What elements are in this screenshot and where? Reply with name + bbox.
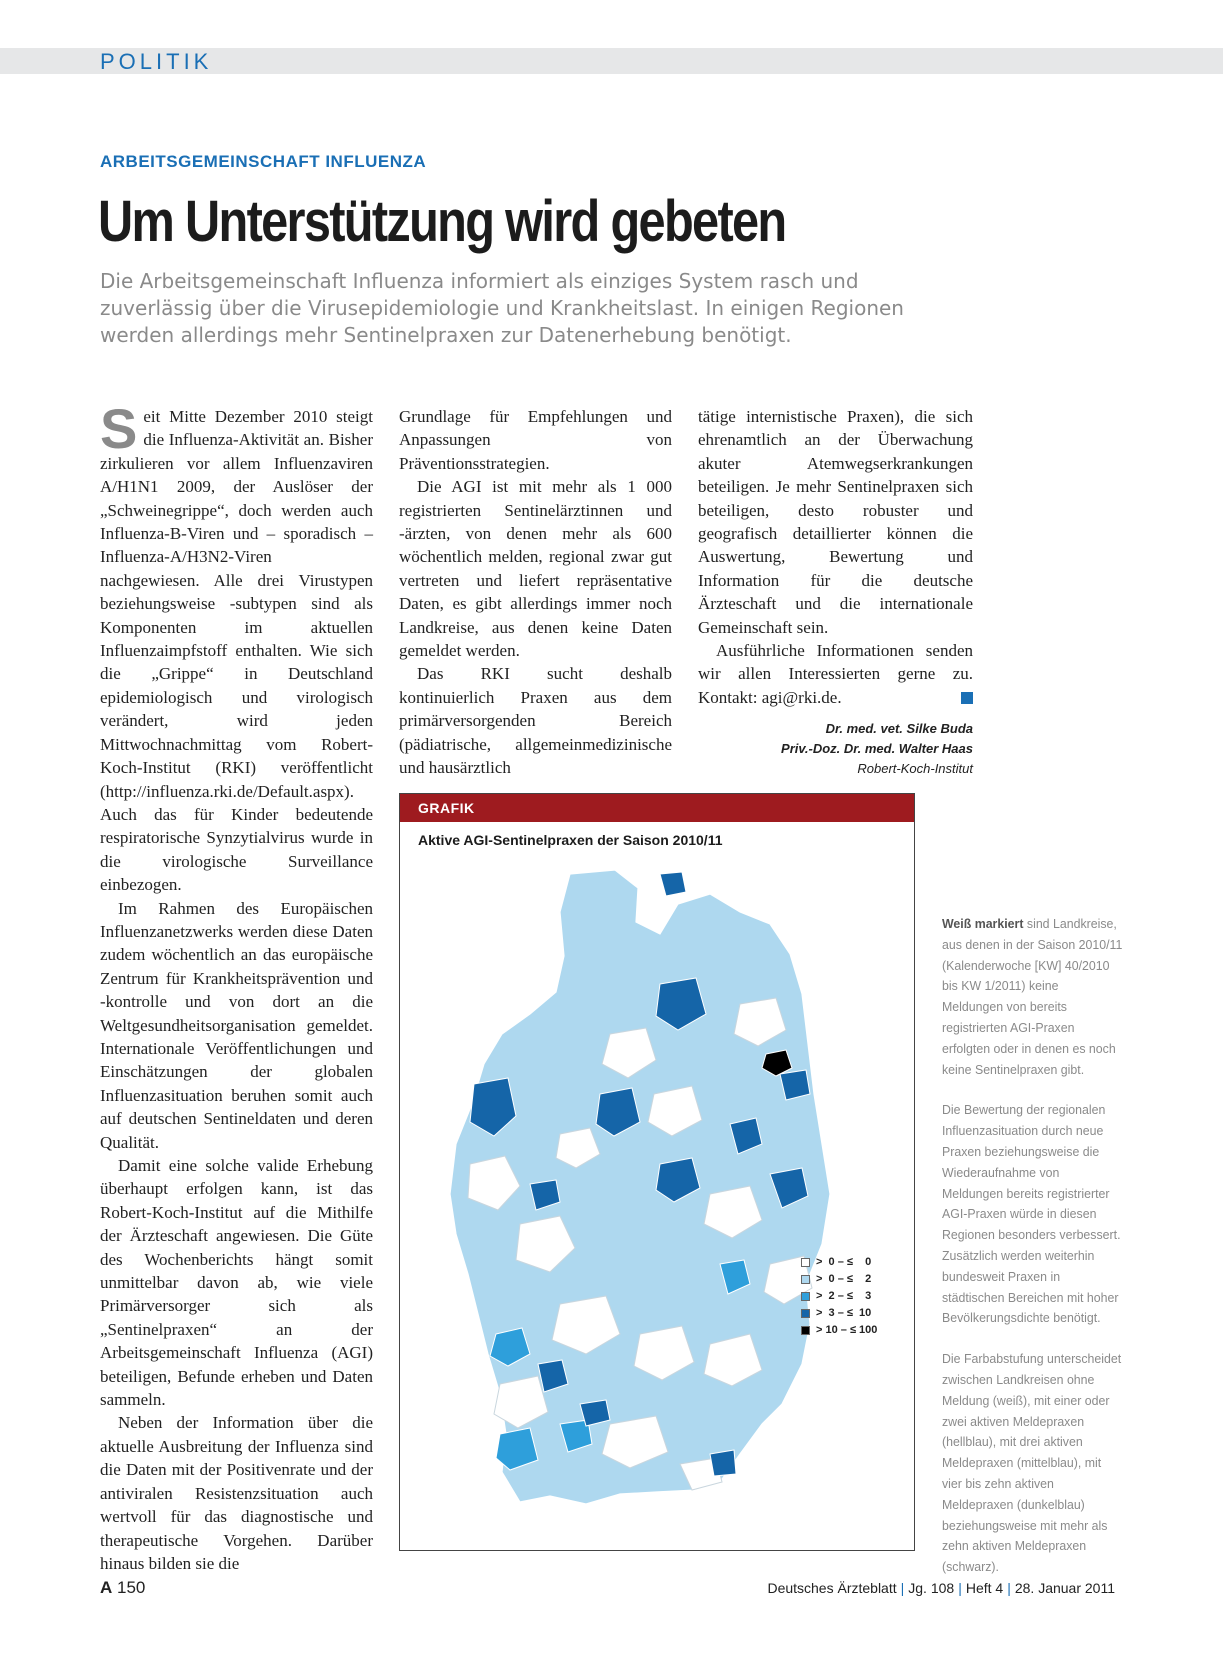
- author-institution: Robert-Koch-Institut: [857, 761, 973, 777]
- legend-swatch: [801, 1258, 810, 1267]
- legend-item: [801, 1288, 877, 1305]
- body-column-3: [698, 405, 973, 779]
- figure-box: [399, 793, 915, 1551]
- figure-title: Aktive AGI-Sentinelpraxen der Saison 2010/11: [418, 832, 723, 848]
- end-mark-icon: [961, 692, 973, 704]
- caption-paragraph: Die Bewertung der regionalen Influenzasituation durch neue Praxen beziehungsweise die Wiederaufnahme von Meldungen bereits registrierter AGI-Praxen würde in diesen Regionen besonders verbessert. Zusätzlich werden weiterhin bundesweit Praxen in städtischen Bereichen mit hoher Bevölkerungsdichte benötigt.: [942, 1102, 1121, 1326]
- germany-district-map: [410, 864, 904, 1544]
- footer-separator: |: [900, 1580, 905, 1596]
- journal-volume: Jg. 108: [908, 1580, 955, 1596]
- paragraph: [698, 639, 973, 709]
- legend-swatch: [801, 1326, 810, 1335]
- article-lead: Die Arbeitsgemeinschaft Influenza informiert als einziges System rasch und zuverlässig über die Virusepidemiologie und Krankheitslast. In einigen Regionen werden allerdings mehr Sentinelpraxen zur Datenerhebung benötigt.: [100, 269, 904, 347]
- paragraph: Das RKI sucht deshalb kontinuierlich Praxen aus dem primärversorgenden Bereich (pädiatrische, allgemeinmedizinische und hausärztlich: [399, 664, 672, 778]
- author-name: Dr. med. vet. Silke Buda: [825, 721, 973, 737]
- paragraph: Neben der Information über die aktuelle Ausbreitung der Influenza sind die Daten mit der Positivenrate und der antiviralen Resistenzsituation auch wertvoll für das diagnostische und therapeutische Vorgehen. Darüber hinaus bilden sie die: [100, 1413, 373, 1573]
- folio-page: 150: [117, 1578, 146, 1597]
- paragraph: Grundlage für Empfehlungen und Anpassungen von Präventionsstrategien.: [399, 407, 672, 473]
- journal-name: Deutsches Ärzteblatt: [767, 1580, 897, 1596]
- article-kicker: ARBEITSGEMEINSCHAFT INFLUENZA: [100, 152, 427, 171]
- caption-lead-in: Weiß markiert: [942, 916, 1024, 931]
- journal-issue: Heft 4: [965, 1580, 1004, 1596]
- folio-letter: A: [100, 1578, 113, 1597]
- figure-caption: [942, 914, 1123, 1598]
- author-name: Priv.-Doz. Dr. med. Walter Haas: [781, 741, 973, 757]
- page-number: [100, 1578, 145, 1598]
- legend-item: [801, 1305, 877, 1322]
- article-headline: Um Unterstützung wird gebeten: [98, 189, 786, 254]
- paragraph: tätige internistische Praxen), die sich ehrenamtlich an der Überwachung akuter Atemwegserkrankungen beteiligen. Je mehr Sentinelpraxen sich beteiligen, desto robuster und geografisch detaillierter können die Auswertung, Bewertung und Information für die deutsche Ärzteschaft und die internationale Gemeinschaft sein.: [698, 407, 973, 637]
- caption-paragraph: [942, 914, 1123, 1080]
- legend-swatch: [801, 1292, 810, 1301]
- paragraph: Damit eine solche valide Erhebung überhaupt erfolgen kann, ist das Robert-Koch-Institut auf die Mithilfe der Ärzteschaft angewiesen. Die Güte des Wochenberichts hängt somit unmittelbar davon ab, wie viele Primärversorger sich als „Sentinelpraxen“ an der Arbeitsgemeinschaft Influenza (AGI) beteiligen, Befunde erheben und Daten sammeln.: [100, 1156, 373, 1410]
- legend-swatch: [801, 1275, 810, 1284]
- footer-separator: |: [958, 1580, 962, 1596]
- drop-cap: S: [100, 397, 138, 460]
- legend-label: > 10 – ≤ 100: [816, 1324, 878, 1336]
- paragraph-text: Ausführliche Informationen senden wir allen Interessierten gerne zu. Kontakt: agi@rki.de.: [698, 641, 973, 707]
- paragraph: Im Rahmen des Europäischen Influenzanetzwerks werden diese Daten zudem wöchentlich an das europäische Zentrum für Krankheitsprävention und -kontrolle und von dort an die Weltgesundheitsorganisation gemeldet. Internationale Veröffentlichungen und Einschätzungen der globalen Influenzasituation beruhen somit auch auf deutschen Sentineldaten und deren Qualität.: [100, 898, 373, 1152]
- legend-swatch: [801, 1309, 810, 1318]
- footer-separator: |: [1007, 1580, 1011, 1596]
- figure-tag: GRAFIK: [400, 794, 914, 822]
- body-column-1: [100, 397, 373, 1575]
- section-label: POLITIK: [100, 49, 213, 74]
- caption-paragraph: Die Farbabstufung unterscheidet zwischen Landkreisen ohne Meldung (weiß), mit einer oder zwei aktiven Meldepraxen (hellblau), mit drei aktiven Meldepraxen (mittelblau), mit vier bis zehn aktiven Meldepraxen (dunkelblau) beziehungsweise mit mehr als zehn aktiven Meldepraxen (schwarz).: [942, 1351, 1122, 1575]
- map-legend: [801, 1254, 877, 1339]
- author-block: [698, 719, 973, 779]
- caption-text: sind Landkreise, aus denen in der Saison 2010/11 (Kalenderwoche [KW] 40/2010 bis KW 1/2011) keine Meldungen von bereits registrierten AGI-Praxen erfolgten oder in denen es noch keine Sentinelpraxen gibt.: [942, 916, 1123, 1077]
- legend-label: > 2 – ≤ 3: [816, 1290, 872, 1302]
- legend-label: > 0 – ≤ 0: [816, 1256, 872, 1268]
- journal-date: 28. Januar 2011: [1014, 1580, 1115, 1596]
- body-column-2: [399, 405, 672, 780]
- legend-item: [801, 1322, 877, 1339]
- legend-label: > 3 – ≤ 10: [816, 1307, 872, 1319]
- paragraph: Die AGI ist mit mehr als 1 000 registrierten Sentinelärztinnen und -ärzten, von denen mehr als 600 wöchentlich melden, regional zwar gut vertreten und liefert repräsentative Daten, es gibt allerdings immer noch Landkreise, aus denen keine Daten gemeldet werden.: [399, 477, 672, 661]
- legend-item: [801, 1271, 877, 1288]
- journal-footer: [767, 1580, 1115, 1596]
- paragraph: eit Mitte Dezember 2010 steigt die Influenza-Aktivität an. Bisher zirkulieren vor allem Influenzaviren A/H1N1 2009, der Auslöser der „Schweinegrippe“, doch werden auch Influenza-B-Viren und – sporadisch – Influenza-A/H3N2-Viren nachgewiesen. Alle drei Virustypen beziehungsweise -subtypen sind als Komponenten im aktuellen Influenzaimpfstoff enthalten. Wie sich die „Grippe“ in Deutschland epidemiologisch und virologisch verändert, wird jeden Mittwochnachmittag vom Robert-Koch-Institut (RKI) veröffentlicht (http://influenza.rki.de/Default.aspx). Auch das für Kinder bedeutende respiratorische Synzytialvirus wurde in die virologische Surveillance einbezogen.: [100, 407, 373, 895]
- legend-label: > 0 – ≤ 2: [816, 1273, 872, 1285]
- legend-item: [801, 1254, 877, 1271]
